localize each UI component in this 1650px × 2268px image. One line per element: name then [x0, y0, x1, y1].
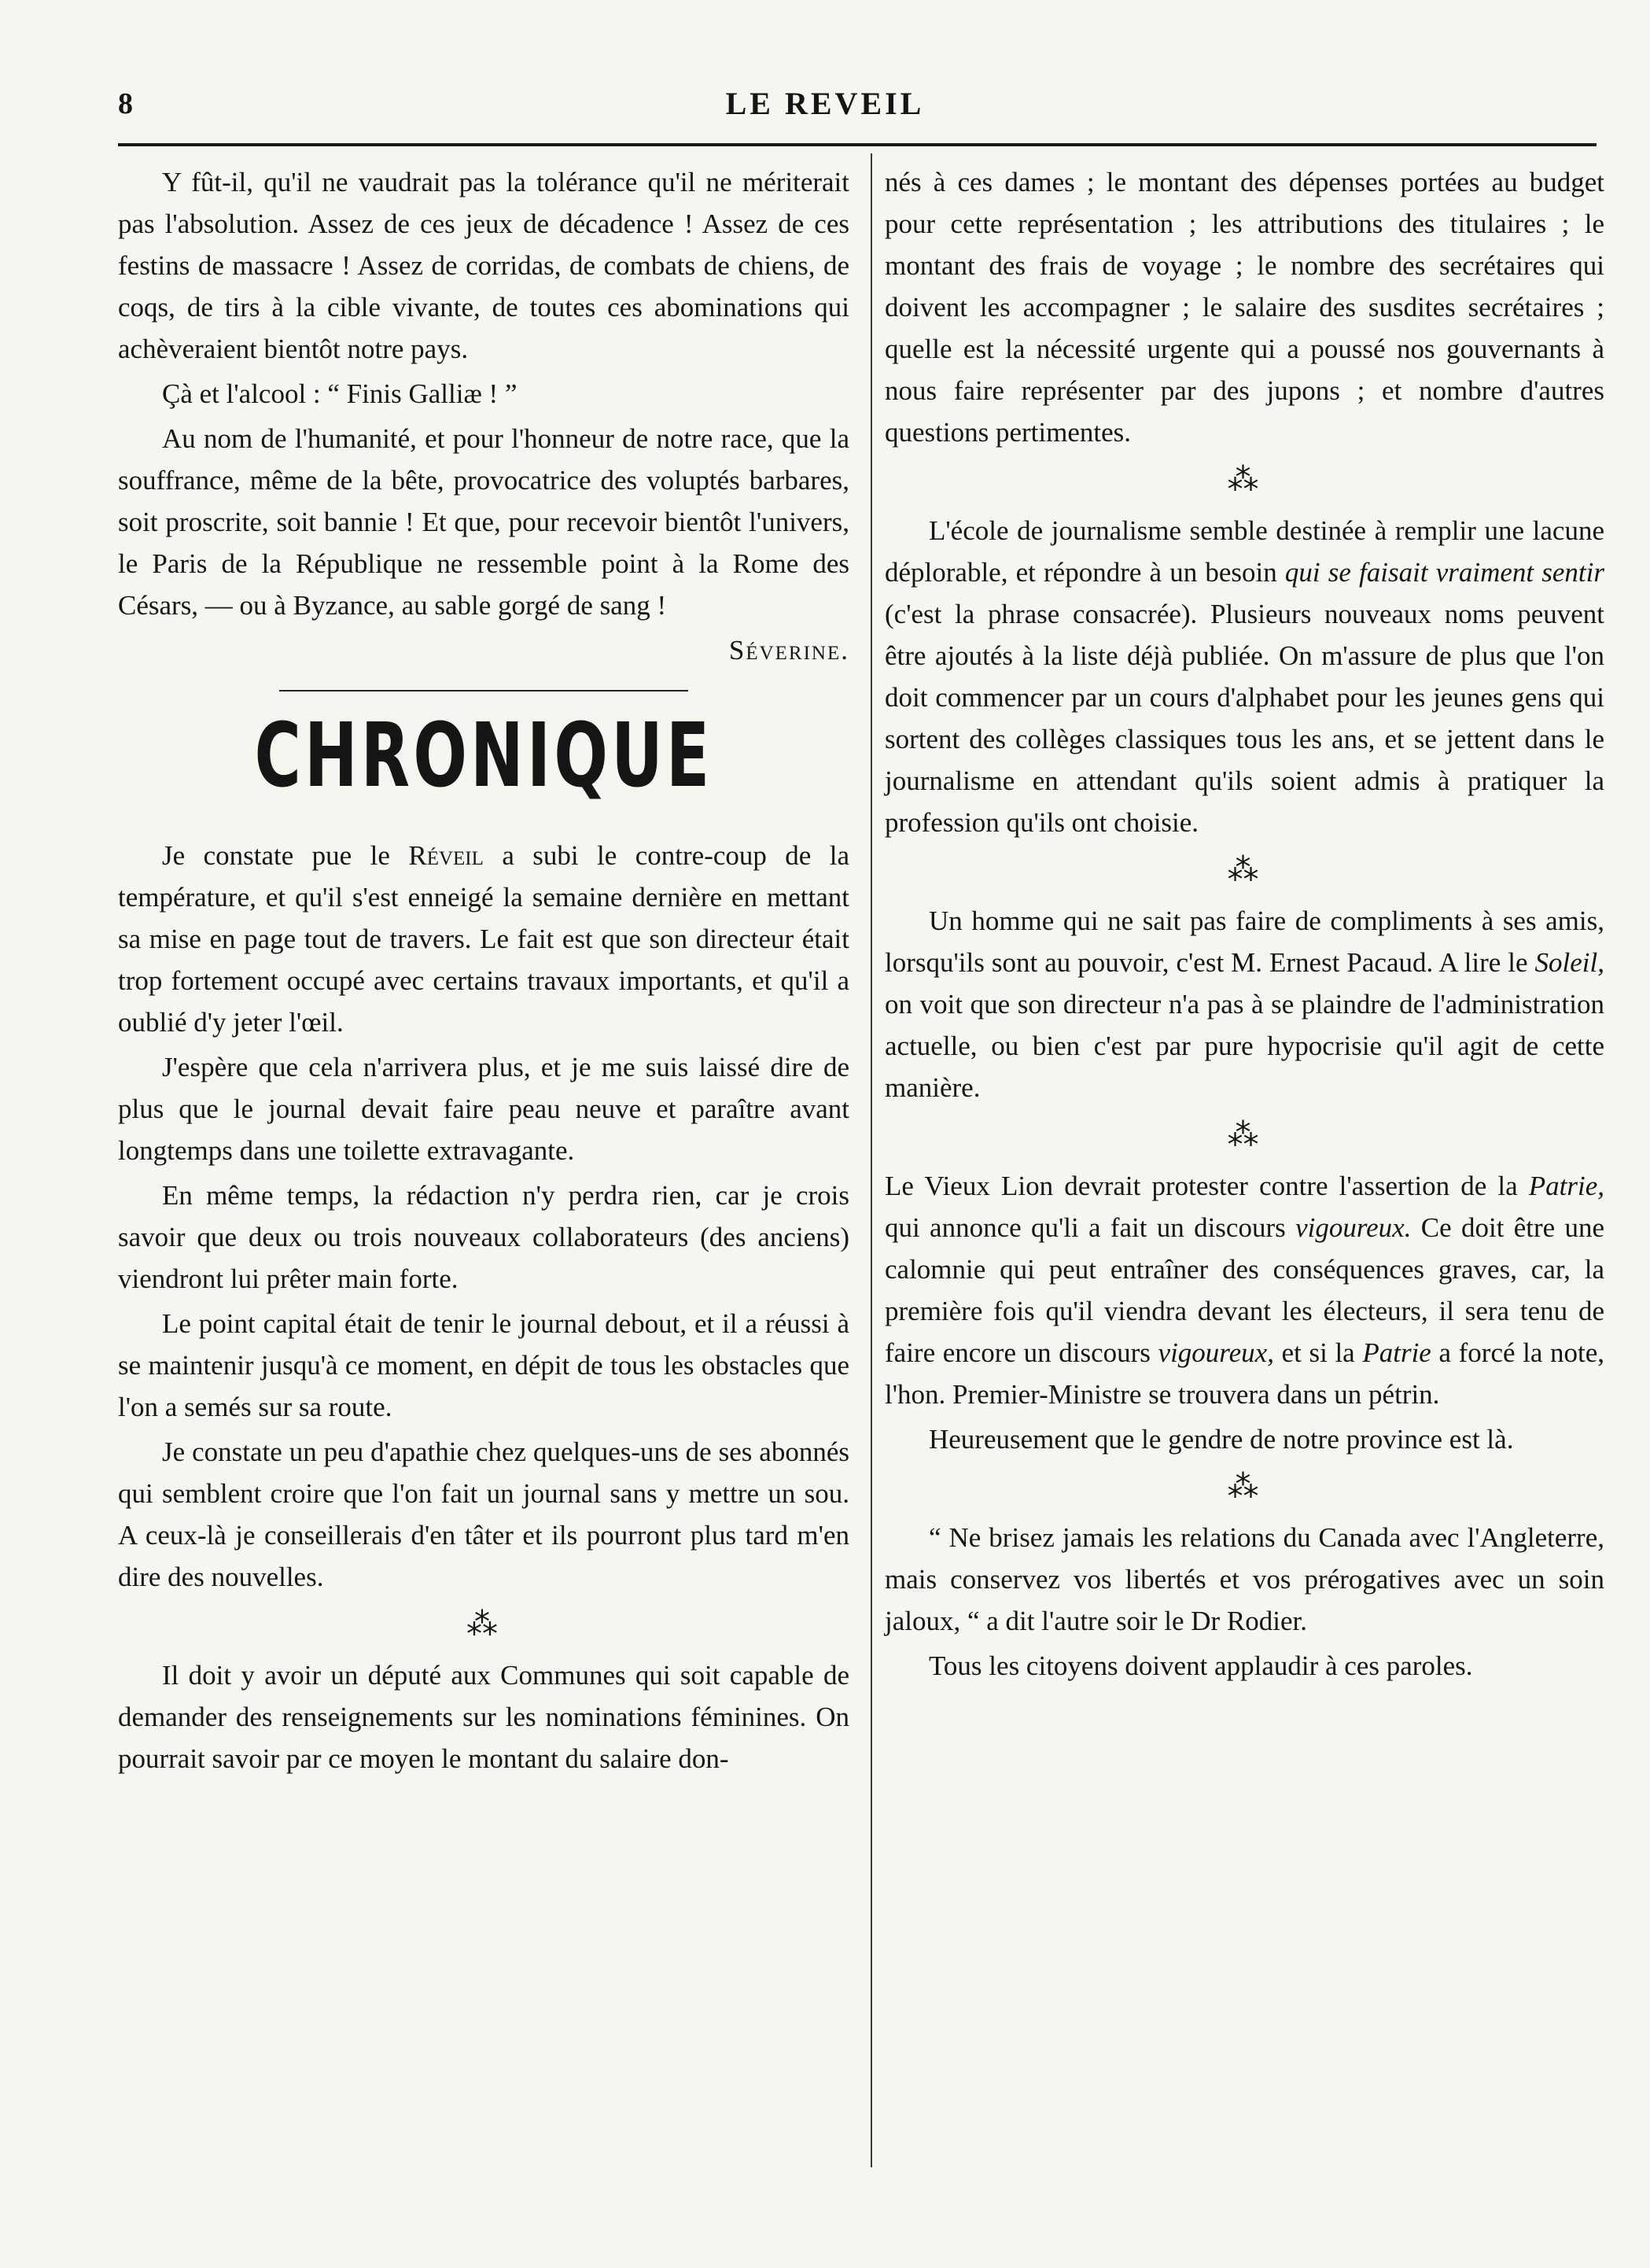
asterism-divider: ⁂ [466, 1606, 501, 1642]
section-separator [279, 690, 688, 691]
asterism-divider: ⁂ [1227, 852, 1262, 887]
chronique-paragraph-3: En même temps, la rédaction n'y perdra rien, car je crois savoir que deux ou trois nouveaux collaborateurs (des anciens) viendront lui prêter main forte. [118, 1180, 849, 1294]
severine-paragraph-3: Au nom de l'humanité, et pour l'honneur de notre race, que la souffrance, même de la bête, provocatrice des voluptés barbares, soit proscrite, soit bannie ! Et que, pour recevoir bientôt l'univers, le Paris de la République ne ressemble point à la Rome des Césars, — ou à Byzance, au sable gorgé de sang ! [118, 423, 849, 621]
chronique-paragraph-4: Le point capital était de tenir le journal debout, et il a réussi à se maintenir jusqu'à ce moment, en dépit de tous les obstacles que l'on a semés sur sa route. [118, 1308, 849, 1422]
right-paragraph-3: Un homme qui ne sait pas faire de compliments à ses amis, lorsqu'ils sont au pouvoir, c'est M. Ernest Pacaud. A lire le Soleil, on voit que son directeur n'a pas à se plaindre de l'administration actuelle, ou bien c'est par pure hypocrisie qu'il agit de cette manière. [885, 905, 1605, 1103]
left-column [118, 161, 849, 1783]
section-title-chronique: CHRONIQUE [254, 705, 713, 807]
right-paragraph-6: “ Ne brisez jamais les relations du Canada avec l'Angleterre, mais conservez vos libertés et vos prérogatives avec un soin jaloux, “ a dit l'autre soir le Dr Rodier. [885, 1522, 1604, 1636]
chronique-paragraph-5: Je constate un peu d'apathie chez quelques-uns de ses abonnés qui semblent croire que l'on fait un journal sans y mettre un sou. A ceux-là je conseillerais d'en tâter et ils pourront plus tard m'en dire des nouvelles. [118, 1436, 849, 1592]
chronique-paragraph-2: J'espère que cela n'arrivera plus, et je me suis laissé dire de plus que le journal devait faire peau neuve et paraître avant longtemps dans une toilette extravagante. [118, 1052, 849, 1166]
severine-paragraph-2: Çà et l'alcool : “ Finis Galliæ ! ” [162, 378, 517, 409]
right-paragraph-1: nés à ces dames ; le montant des dépenses portées au budget pour cette représentation ; les attributions des titulaires ; le montant des frais de voyage ; le nombre des secrétaires qui doivent les accompagner ; le salaire des susdites secrétaires ; quelle est la nécessité urgente qui a poussé nos gouvernants à nous faire représenter par des jupons ; et nombre d'autres questions pertimentes. [885, 167, 1604, 448]
signature-severine: Séverine. [728, 635, 849, 666]
right-paragraph-4: Le Vieux Lion devrait protester contre l'assertion de la Patrie, qui annonce qu'li a fait un discours vigoureux. Ce doit être une calomnie qui peut entraîner des conséquences graves, car, la première fois qu'il viendra devant les électeurs, il sera tenu de faire encore un discours vigoureux, et si la Patrie a forcé la note, l'hon. Premier-Ministre se trouvera dans un pétrin. [885, 1171, 1605, 1410]
asterism-divider: ⁂ [1227, 1469, 1262, 1504]
page-number: 8 [118, 87, 133, 120]
right-paragraph-2: L'école de journalisme semble destinée à remplir une lacune déplorable, et répondre à un besoin qui se faisait vraiment sentir (c'est la phrase consacrée). Plusieurs nouveaux noms peuvent être ajoutés à la liste déjà publiée. On m'assure de plus que l'on doit commencer par un cours d'alphabet pour les jeunes gens qui sortent des collèges classiques tous les ans, et se jettent dans le journalisme en attendant qu'ils soient admis à pratiquer la profession qu'ils ont choisie. [885, 515, 1605, 838]
asterism-divider: ⁂ [1227, 462, 1262, 497]
chronique-paragraph-6: Il doit y avoir un député aux Communes qui soit capable de demander des renseignements sur les nominations féminines. On pourrait savoir par ce moyen le montant du salaire don- [118, 1660, 849, 1774]
right-column [885, 161, 1604, 1690]
severine-paragraph-1: Y fût-il, qu'il ne vaudrait pas la tolérance qu'il ne mériterait pas l'absolution. Assez de ces jeux de décadence ! Assez de ces festins de massacre ! Assez de corridas, de combats de chiens, de coqs, de tirs à la cible vivante, de toutes ces abominations qui achèveraient bientôt notre pays. [118, 167, 849, 364]
masthead-title: LE REVEIL [725, 86, 925, 121]
asterism-divider: ⁂ [1227, 1117, 1262, 1152]
header-rule [118, 143, 1597, 146]
right-paragraph-5: Heureusement que le gendre de notre province est là. [929, 1424, 1514, 1455]
chronique-paragraph-1: Je constate pue le Réveil a subi le contre-coup de la température, et qu'il s'est enneigé la semaine dernière en mettant sa mise en page tout de travers. Le fait est que son directeur était trop fortement occupé avec certains travaux importants, et qu'il a oublié d'y jeter l'œil. [118, 840, 850, 1038]
column-divider [871, 153, 872, 2167]
right-paragraph-7: Tous les citoyens doivent applaudir à ces paroles. [929, 1650, 1473, 1681]
journal-name: Réveil [408, 840, 484, 871]
